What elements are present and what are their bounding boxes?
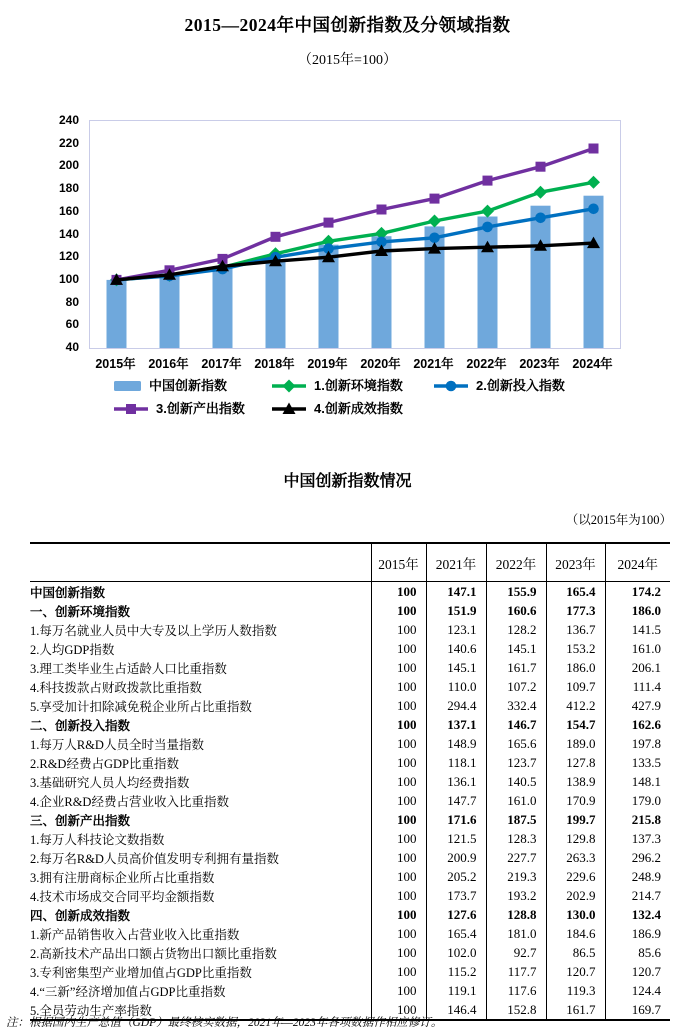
value-cell: 100 <box>371 753 426 772</box>
y-tick-label: 180 <box>58 181 79 196</box>
value-cell: 128.3 <box>486 829 546 848</box>
value-cell: 412.2 <box>546 696 605 715</box>
y-tick-label: 100 <box>58 271 79 286</box>
y-tick-label: 40 <box>65 340 79 354</box>
value-cell: 136.7 <box>546 620 605 639</box>
table-row <box>30 677 670 696</box>
row-label-cell: 3.拥有注册商标企业所占比重指数 <box>30 870 215 885</box>
value-cell: 147.7 <box>426 791 486 810</box>
value-cell: 100 <box>371 791 426 810</box>
legend-line-swatch <box>114 402 148 416</box>
value-cell: 118.1 <box>426 753 486 772</box>
legend-line-swatch <box>434 379 468 393</box>
table-row <box>30 867 670 886</box>
square-marker <box>126 404 136 414</box>
row-label-cell: 3.理工类毕业生占适龄人口比重指数 <box>30 661 227 676</box>
value-cell: 227.7 <box>486 848 546 867</box>
circle-marker <box>535 213 546 224</box>
value-cell: 169.7 <box>605 1000 670 1020</box>
value-cell: 129.8 <box>546 829 605 848</box>
table-row <box>30 848 670 867</box>
bar <box>531 206 551 348</box>
y-tick-label: 240 <box>58 113 79 127</box>
value-cell: 100 <box>371 924 426 943</box>
value-cell: 155.9 <box>486 582 546 602</box>
row-label-cell: 2.每万名R&D人员高价值发明专利拥有量指数 <box>30 851 279 866</box>
value-cell: 161.0 <box>605 639 670 658</box>
value-cell: 200.9 <box>426 848 486 867</box>
value-cell: 85.6 <box>605 943 670 962</box>
circle-marker <box>588 204 599 215</box>
value-cell: 146.7 <box>486 715 546 734</box>
circle-marker <box>429 233 440 244</box>
value-cell: 92.7 <box>486 943 546 962</box>
row-label-cell: 2.人均GDP指数 <box>30 642 115 657</box>
legend-line-swatch <box>272 379 306 393</box>
bar <box>160 273 180 348</box>
value-cell: 152.8 <box>486 1000 546 1020</box>
diamond-marker <box>587 176 600 189</box>
value-cell: 141.5 <box>605 620 670 639</box>
x-tick-label: 2022年 <box>466 357 507 371</box>
table-row <box>30 886 670 905</box>
value-cell: 100 <box>371 886 426 905</box>
y-tick-label: 80 <box>65 294 79 309</box>
value-cell: 145.1 <box>486 639 546 658</box>
value-cell: 100 <box>371 810 426 829</box>
stub-header-cell <box>30 543 371 582</box>
legend-label: 1.创新环境指数 <box>314 378 403 393</box>
table-row <box>30 981 670 1000</box>
row-label-cell: 5.享受加计扣除减免税企业所占比重指数 <box>30 699 252 714</box>
row-label-cell: 4.企业R&D经费占营业收入比重指数 <box>30 794 229 809</box>
value-cell: 205.2 <box>426 867 486 886</box>
value-cell: 186.9 <box>605 924 670 943</box>
legend-bar-swatch <box>114 380 141 392</box>
value-cell: 154.7 <box>546 715 605 734</box>
table-row <box>30 582 670 602</box>
table-row <box>30 905 670 924</box>
y-tick-label: 200 <box>58 158 79 173</box>
value-cell: 206.1 <box>605 658 670 677</box>
value-cell: 100 <box>371 829 426 848</box>
legend-item <box>272 401 403 416</box>
value-cell: 170.9 <box>546 791 605 810</box>
page-title: 2015—2024年中国创新指数及分领域指数 <box>184 15 511 35</box>
line-series <box>117 149 594 280</box>
diamond-marker <box>534 186 547 199</box>
diamond-marker <box>428 215 441 228</box>
value-cell: 193.2 <box>486 886 546 905</box>
value-cell: 427.9 <box>605 696 670 715</box>
value-cell: 100 <box>371 620 426 639</box>
square-marker <box>589 144 599 154</box>
value-cell: 100 <box>371 1000 426 1020</box>
value-cell: 137.1 <box>426 715 486 734</box>
table-row <box>30 620 670 639</box>
x-tick-label: 2021年 <box>413 357 454 371</box>
row-label-cell: 一、创新环境指数 <box>30 604 131 619</box>
value-cell: 147.1 <box>426 582 486 602</box>
value-cell: 179.0 <box>605 791 670 810</box>
table-row <box>30 715 670 734</box>
value-cell: 119.1 <box>426 981 486 1000</box>
value-cell: 197.8 <box>605 734 670 753</box>
value-cell: 174.2 <box>605 582 670 602</box>
y-tick-label: 160 <box>58 203 79 218</box>
value-cell: 263.3 <box>546 848 605 867</box>
value-cell: 181.0 <box>486 924 546 943</box>
value-cell: 109.7 <box>546 677 605 696</box>
x-tick-label: 2023年 <box>519 357 560 371</box>
table-row <box>30 791 670 810</box>
value-cell: 171.6 <box>426 810 486 829</box>
footnote: 注：根据国内生产总值（GDP）最终核实数据，2021年—2023年各项数据作相应修订。 <box>6 1017 443 1029</box>
value-cell: 100 <box>371 772 426 791</box>
row-label-cell: 4.“三新”经济增加值占GDP比重指数 <box>30 984 226 999</box>
table-base-note: （以2015年为100） <box>565 513 672 527</box>
row-label-cell: 中国创新指数 <box>30 585 106 600</box>
table-row <box>30 924 670 943</box>
row-label-cell: 2.R&D经费占GDP比重指数 <box>30 756 179 771</box>
value-cell: 294.4 <box>426 696 486 715</box>
value-cell: 161.7 <box>486 658 546 677</box>
value-cell: 100 <box>371 962 426 981</box>
value-cell: 229.6 <box>546 867 605 886</box>
value-cell: 161.0 <box>486 791 546 810</box>
year-column-header: 2023年 <box>546 543 605 582</box>
legend-label: 4.创新成效指数 <box>314 401 403 416</box>
diamond-marker <box>283 379 296 392</box>
value-cell: 140.6 <box>426 639 486 658</box>
value-cell: 214.7 <box>605 886 670 905</box>
value-cell: 115.2 <box>426 962 486 981</box>
value-cell: 100 <box>371 658 426 677</box>
line-series <box>117 209 594 280</box>
value-cell: 184.6 <box>546 924 605 943</box>
square-marker <box>430 194 440 204</box>
table-row <box>30 696 670 715</box>
value-cell: 177.3 <box>546 601 605 620</box>
table-row <box>30 639 670 658</box>
table-row <box>30 829 670 848</box>
value-cell: 100 <box>371 848 426 867</box>
value-cell: 165.4 <box>426 924 486 943</box>
table-row <box>30 943 670 962</box>
value-cell: 127.8 <box>546 753 605 772</box>
innovation-index-chart <box>0 100 695 435</box>
value-cell: 110.0 <box>426 677 486 696</box>
value-cell: 100 <box>371 734 426 753</box>
value-cell: 100 <box>371 601 426 620</box>
row-label-cell: 4.科技拨款占财政拨款比重指数 <box>30 680 202 695</box>
value-cell: 86.5 <box>546 943 605 962</box>
legend-label: 2.创新投入指数 <box>476 378 565 393</box>
value-cell: 121.5 <box>426 829 486 848</box>
value-cell: 140.5 <box>486 772 546 791</box>
index-table <box>30 542 670 1021</box>
year-column-header: 2024年 <box>605 543 670 582</box>
table-row <box>30 753 670 772</box>
value-cell: 161.7 <box>546 1000 605 1020</box>
value-cell: 107.2 <box>486 677 546 696</box>
table-row <box>30 962 670 981</box>
row-label-cell: 3.专利密集型产业增加值占GDP比重指数 <box>30 965 252 980</box>
value-cell: 137.3 <box>605 829 670 848</box>
value-cell: 100 <box>371 715 426 734</box>
value-cell: 117.7 <box>486 962 546 981</box>
x-tick-label: 2019年 <box>307 357 348 371</box>
value-cell: 173.7 <box>426 886 486 905</box>
y-tick-label: 140 <box>58 226 79 241</box>
value-cell: 136.1 <box>426 772 486 791</box>
x-tick-label: 2017年 <box>201 357 242 371</box>
value-cell: 165.4 <box>546 582 605 602</box>
value-cell: 111.4 <box>605 677 670 696</box>
diamond-marker <box>481 205 494 218</box>
value-cell: 128.2 <box>486 620 546 639</box>
value-cell: 189.0 <box>546 734 605 753</box>
square-marker <box>536 162 546 172</box>
value-cell: 100 <box>371 639 426 658</box>
value-cell: 186.0 <box>546 658 605 677</box>
value-cell: 165.6 <box>486 734 546 753</box>
chart-plot-area <box>89 120 621 349</box>
value-cell: 124.4 <box>605 981 670 1000</box>
legend-item <box>272 378 403 393</box>
table-row <box>30 601 670 620</box>
row-label-cell: 1.每万名就业人员中大专及以上学历人数指数 <box>30 623 277 638</box>
value-cell: 120.7 <box>605 962 670 981</box>
row-label-cell: 5.全员劳动生产率指数 <box>30 1003 152 1018</box>
y-tick-label: 60 <box>65 317 79 332</box>
value-cell: 130.0 <box>546 905 605 924</box>
row-label-cell: 2.高新技术产品出口额占货物出口额比重指数 <box>30 946 277 961</box>
square-marker <box>324 218 334 228</box>
x-tick-label: 2016年 <box>148 357 189 371</box>
table-row <box>30 658 670 677</box>
legend-label: 3.创新产出指数 <box>156 401 245 416</box>
value-cell: 102.0 <box>426 943 486 962</box>
square-marker <box>377 205 387 215</box>
value-cell: 162.6 <box>605 715 670 734</box>
value-cell: 138.9 <box>546 772 605 791</box>
table-title: 中国创新指数情况 <box>283 473 412 490</box>
value-cell: 151.9 <box>426 601 486 620</box>
legend-item <box>114 401 245 416</box>
x-tick-label: 2015年 <box>95 357 136 371</box>
table-header-row <box>30 543 670 582</box>
bar <box>266 260 286 349</box>
y-tick-label: 120 <box>58 249 79 264</box>
table-row <box>30 734 670 753</box>
legend-line-swatch <box>272 402 306 416</box>
value-cell: 187.5 <box>486 810 546 829</box>
value-cell: 148.1 <box>605 772 670 791</box>
value-cell: 127.6 <box>426 905 486 924</box>
row-label-cell: 1.每万人科技论文数指数 <box>30 832 165 847</box>
value-cell: 100 <box>371 905 426 924</box>
value-cell: 117.6 <box>486 981 546 1000</box>
value-cell: 248.9 <box>605 867 670 886</box>
year-column-header: 2015年 <box>371 543 426 582</box>
circle-marker <box>482 222 493 233</box>
value-cell: 202.9 <box>546 886 605 905</box>
bar <box>584 196 604 348</box>
legend-label: 中国创新指数 <box>149 378 228 393</box>
value-cell: 133.5 <box>605 753 670 772</box>
table-row <box>30 810 670 829</box>
value-cell: 100 <box>371 696 426 715</box>
row-label-cell: 二、创新投入指数 <box>30 718 131 733</box>
bar <box>478 217 498 349</box>
value-cell: 219.3 <box>486 867 546 886</box>
year-column-header: 2021年 <box>426 543 486 582</box>
value-cell: 145.1 <box>426 658 486 677</box>
value-cell: 153.2 <box>546 639 605 658</box>
bar <box>213 267 233 348</box>
legend-item <box>434 378 565 393</box>
row-label-cell: 四、创新成效指数 <box>30 908 131 923</box>
value-cell: 132.4 <box>605 905 670 924</box>
row-label-cell: 1.新产品销售收入占营业收入比重指数 <box>30 927 240 942</box>
value-cell: 215.8 <box>605 810 670 829</box>
table-row <box>30 772 670 791</box>
value-cell: 332.4 <box>486 696 546 715</box>
x-tick-label: 2020年 <box>360 357 401 371</box>
value-cell: 100 <box>371 981 426 1000</box>
x-tick-label: 2024年 <box>572 357 613 371</box>
row-label-cell: 3.基础研究人员人均经费指数 <box>30 775 190 790</box>
value-cell: 148.9 <box>426 734 486 753</box>
circle-marker <box>446 380 457 391</box>
value-cell: 146.4 <box>426 1000 486 1020</box>
square-marker <box>271 232 281 242</box>
value-cell: 123.1 <box>426 620 486 639</box>
row-label-cell: 1.每万人R&D人员全时当量指数 <box>30 737 204 752</box>
legend-item <box>114 378 227 393</box>
value-cell: 199.7 <box>546 810 605 829</box>
year-column-header: 2022年 <box>486 543 546 582</box>
value-cell: 100 <box>371 677 426 696</box>
value-cell: 128.8 <box>486 905 546 924</box>
bar <box>107 280 127 348</box>
x-tick-label: 2018年 <box>254 357 295 371</box>
square-marker <box>483 176 493 186</box>
row-label-cell: 三、创新产出指数 <box>30 813 131 828</box>
row-label-cell: 4.技术市场成交合同平均金额指数 <box>30 889 215 904</box>
value-cell: 120.7 <box>546 962 605 981</box>
value-cell: 296.2 <box>605 848 670 867</box>
page-subtitle: （2015年=100） <box>298 53 397 68</box>
value-cell: 160.6 <box>486 601 546 620</box>
value-cell: 100 <box>371 867 426 886</box>
value-cell: 100 <box>371 582 426 602</box>
value-cell: 186.0 <box>605 601 670 620</box>
value-cell: 123.7 <box>486 753 546 772</box>
y-tick-label: 220 <box>58 135 79 150</box>
value-cell: 100 <box>371 943 426 962</box>
value-cell: 119.3 <box>546 981 605 1000</box>
